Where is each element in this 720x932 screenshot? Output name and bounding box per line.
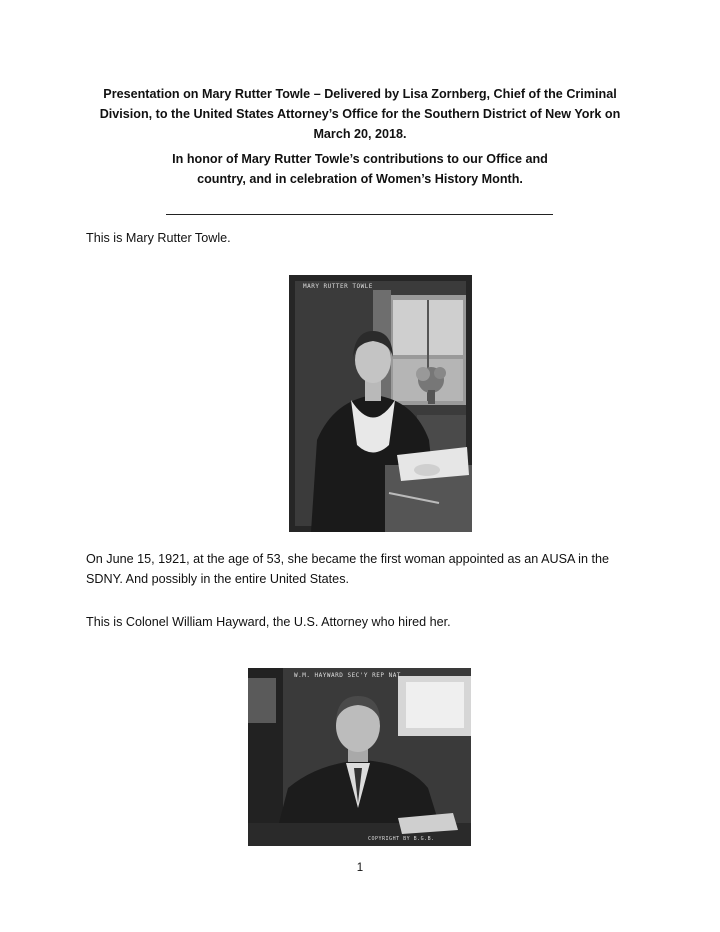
title-line: March 20, 2018. bbox=[313, 127, 407, 141]
appointment-line: On June 15, 1921, at the age of 53, she became the first woman appointed as an AUSA in the bbox=[86, 552, 609, 566]
hayward-photo-art bbox=[248, 668, 471, 846]
dedication-line: country, and in celebration of Women’s History Month. bbox=[197, 172, 523, 186]
intro-paragraph: This is Mary Rutter Towle. bbox=[86, 231, 231, 245]
page-number: 1 bbox=[356, 862, 364, 874]
horizontal-rule bbox=[166, 214, 553, 215]
hayward-photo bbox=[248, 668, 471, 846]
dedication-line: In honor of Mary Rutter Towle’s contributions to our Office and bbox=[172, 152, 548, 166]
document-title bbox=[96, 84, 624, 144]
appointment-line: SDNY. And possibly in the entire United States. bbox=[86, 572, 349, 586]
towle-photo bbox=[289, 275, 472, 532]
towle-photo-caption: MARY RUTTER TOWLE bbox=[303, 283, 373, 290]
dedication bbox=[150, 149, 570, 189]
title-line: Division, to the United States Attorney’s Office for the Southern District of New York on bbox=[99, 107, 621, 121]
hayward-photo-copyright: COPYRIGHT BY B.G.B. bbox=[368, 836, 435, 842]
title-line: Presentation on Mary Rutter Towle – Delivered by Lisa Zornberg, Chief of the Criminal bbox=[103, 87, 617, 101]
towle-photo-art bbox=[289, 275, 472, 532]
hayward-photo-caption: W.M. HAYWARD SEC'Y REP NAT bbox=[294, 672, 401, 679]
hayward-paragraph: This is Colonel William Hayward, the U.S. Attorney who hired her. bbox=[86, 615, 451, 629]
appointment-paragraph bbox=[86, 549, 646, 589]
